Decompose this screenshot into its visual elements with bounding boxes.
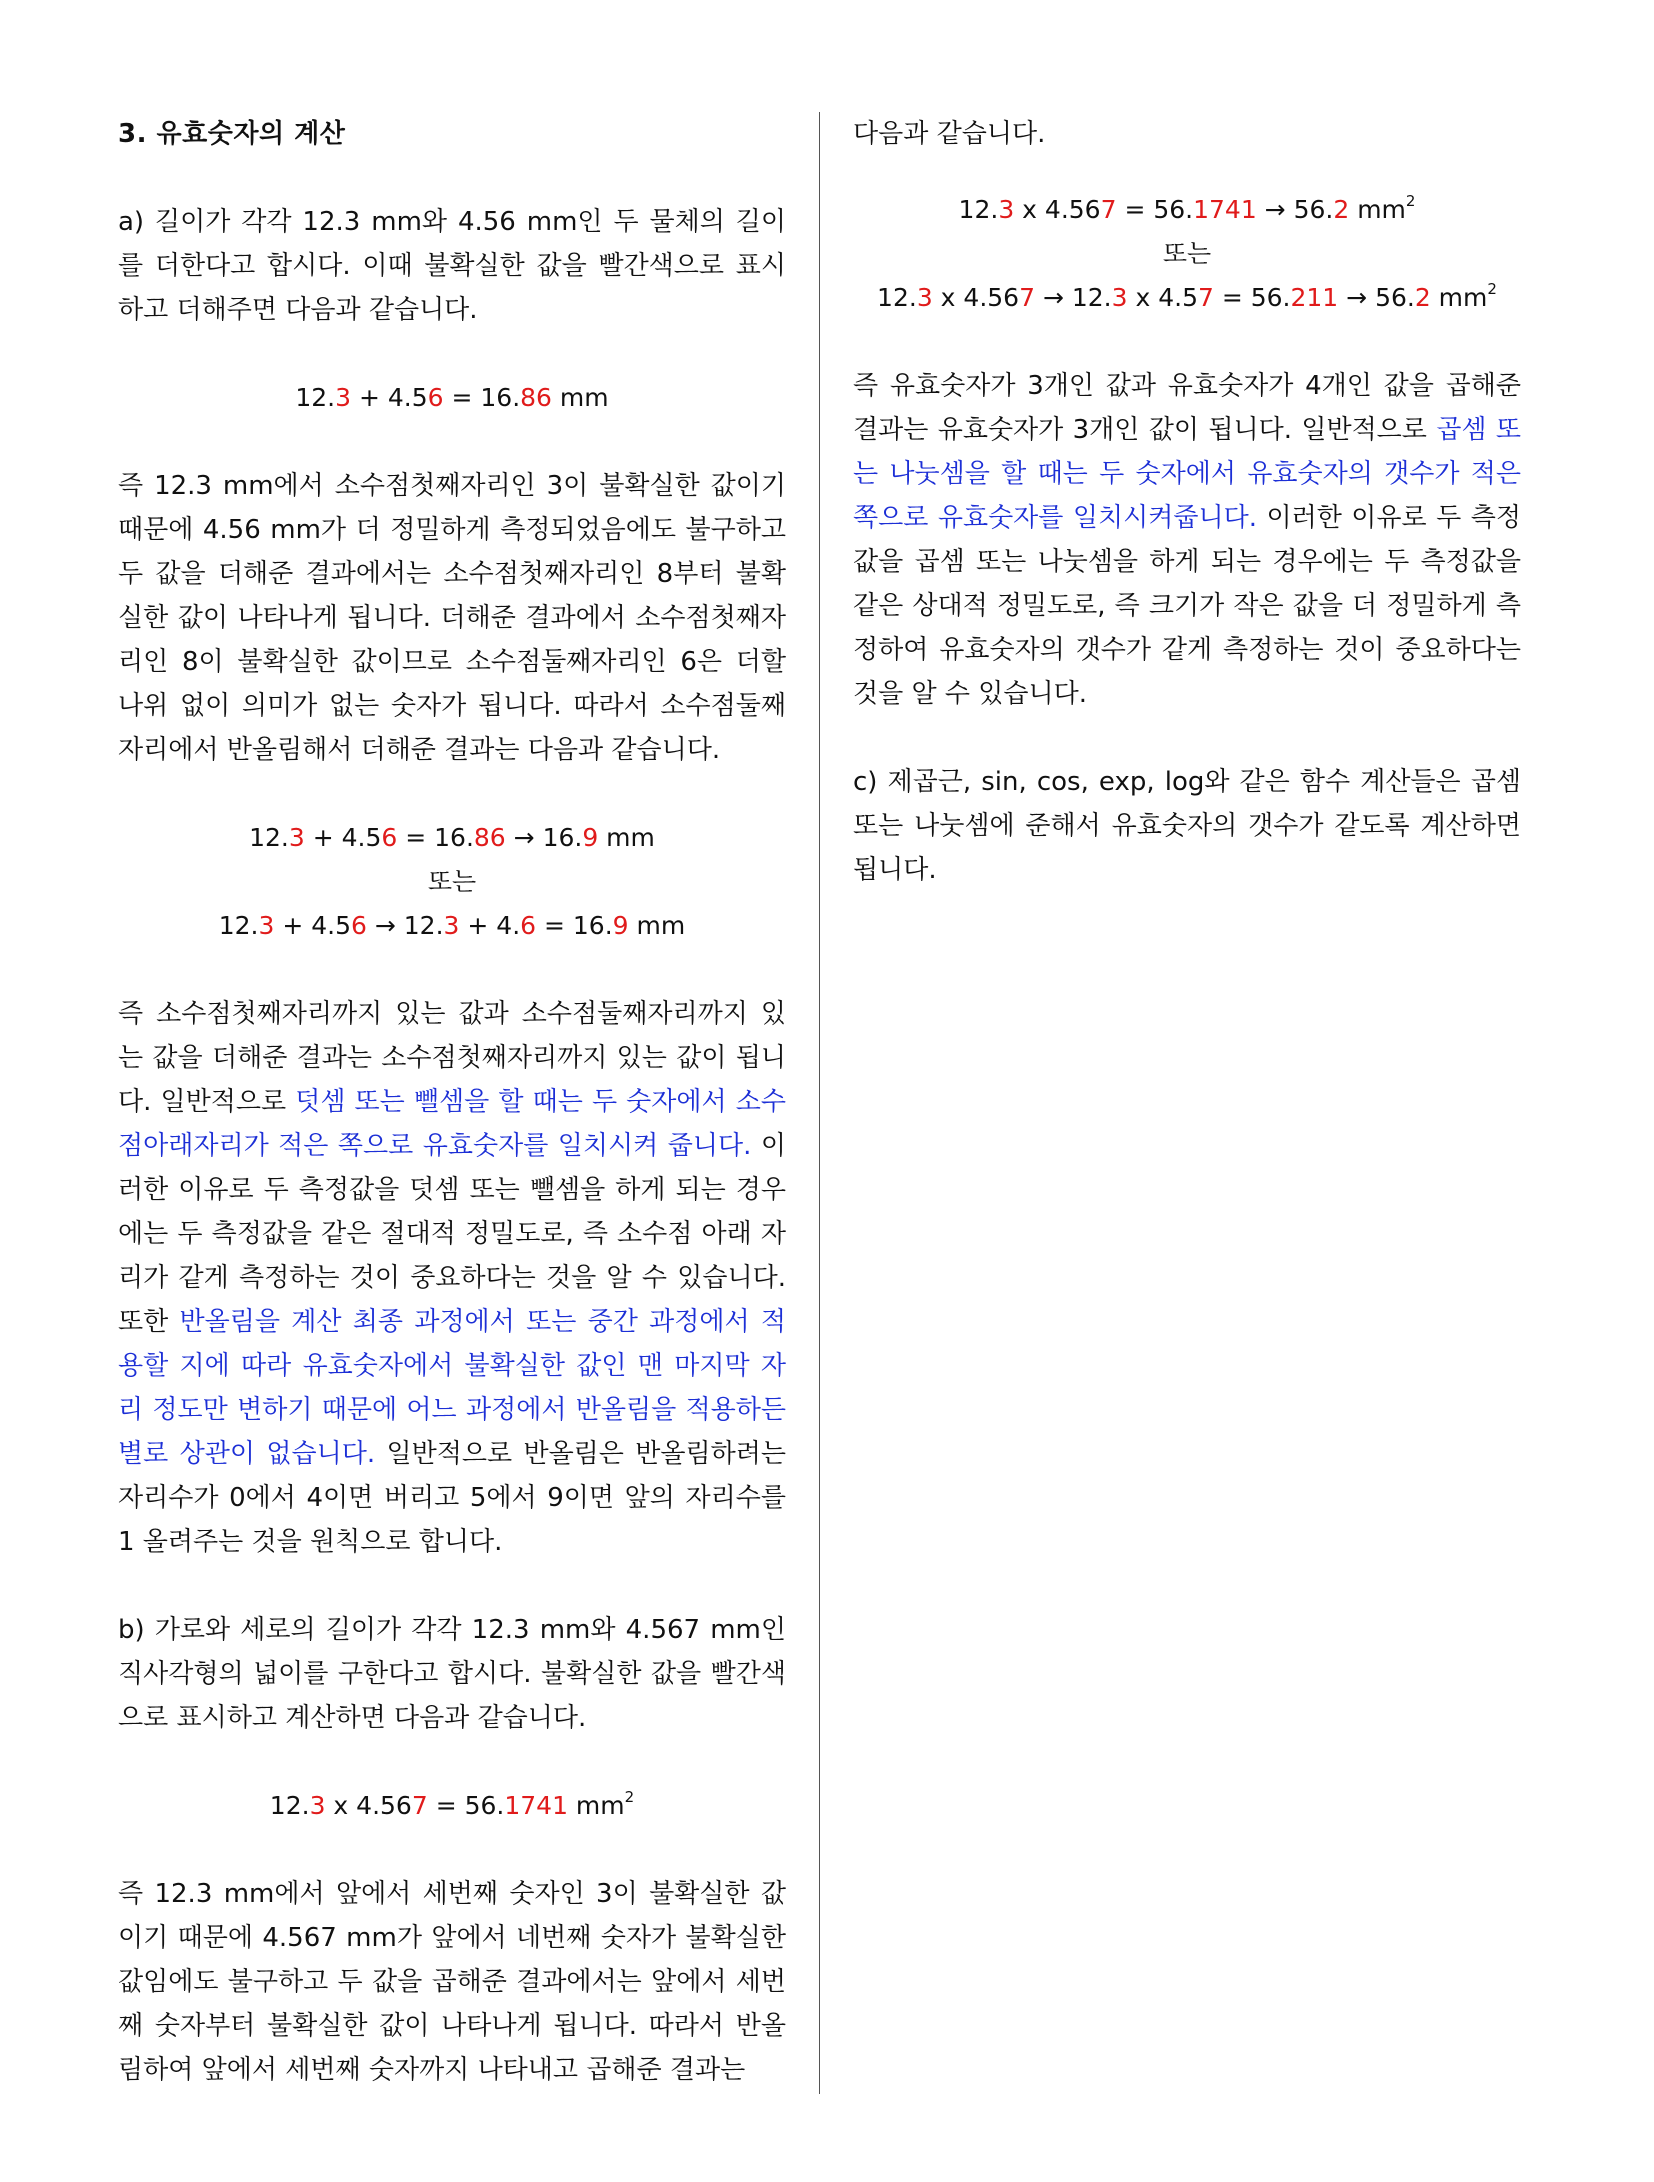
equation-multiplication: 12.3 x 4.567 = 56.1741 $mm^2$: [269, 1788, 635, 1820]
equation-addition-prerounded: 12.3 + 4.56 → 12.3 + 4.6 = 16.9 mm: [218, 911, 686, 940]
equation-block-4: [853, 188, 1521, 320]
paragraph-b-rule: 즉 유효숫자가 3개인 값과 유효숫자가 4개인 값을 곱해준 결과는 유효숫자가 3개인 값이 됩니다. 일반적으로 곱셈 또는 나눗셈을 할 때는 두 숫자에서 유효숫자의 갯수가 적은 쪽으로 유효숫자를 일치시켜줍니다. 이러한 이유로 두 측정값을 곱셈 또는 나눗셈을 하게 되는 경우에는 두 측정값을 같은 상대적 정밀도로, 즉 크기가 작은 값을 더 정밀하게 측정하여 유효숫자의 갯수가 같게 측정하는 것이 중요하다는 것을 알 수 있습니다.: [853, 371, 1521, 709]
left-column: [118, 112, 786, 2136]
equation-block-2: [118, 816, 786, 948]
or-label: 또는: [427, 867, 477, 896]
rule-highlight-multiplication: 곱셈 또는 나눗셈을 할 때는 두 숫자에서 유효숫자의 갯수가 적은 쪽으로 유효숫자를 일치시켜줍니다.: [853, 415, 1521, 533]
paragraph-b-intro: b) 가로와 세로의 길이가 각각 12.3 mm와 4.567 mm인 직사각형의 넓이를 구한다고 합시다. 불확실한 값을 빨간색으로 표시하고 계산하면 다음과 같습니다.: [118, 1615, 786, 1733]
paragraph-b-explanation: 즉 12.3 mm에서 앞에서 세번째 숫자인 3이 불확실한 값이기 때문에 4.567 mm가 앞에서 네번째 숫자가 불확실한 값임에도 불구하고 두 값을 곱해준 결과에서는 앞에서 세번째 숫자부터 불확실한 값이 나타나게 됩니다. 따라서 반올림하여 앞에서 세번째 숫자까지 나타내고 곱해준 결과는: [118, 1879, 786, 2085]
paragraph-a-explanation: 즉 12.3 mm에서 소수점첫째자리인 3이 불확실한 값이기 때문에 4.56 mm가 더 정밀하게 측정되었음에도 불구하고 두 값을 더해준 결과에서는 소수점첫째자리인 8부터 불확실한 값이 나타나게 됩니다. 더해준 결과에서 소수점첫째자리인 8이 불확실한 값이므로 소수점둘째자리인 6은 더할 나위 없이 의미가 없는 숫자가 됩니다. 따라서 소수점둘째자리에서 반올림해서 더해준 결과는 다음과 같습니다.: [118, 471, 786, 765]
rule-highlight-addition: 덧셈 또는 뺄셈을 할 때는 두 숫자에서 소수점아래자리가 적은 쪽으로 유효숫자를 일치시켜 줍니다.: [118, 1087, 786, 1161]
rule-highlight-rounding: 반올림을 계산 최종 과정에서 또는 중간 과정에서 적용할 지에 따라 유효숫자에서 불확실한 값인 맨 마지막 자리 정도만 변하기 때문에 어느 과정에서 반올림을 적용하든 별로 상관이 없습니다.: [118, 1307, 786, 1469]
equation-multiplication-rounded: 12.3 x 4.567 = 56.1741 → 56.2 $mm^2$: [958, 192, 1416, 224]
right-column: [853, 112, 1521, 936]
section-heading: 3. 유효숫자의 계산: [118, 119, 346, 149]
paragraph-c-functions: c) 제곱근, sin, cos, exp, log와 같은 함수 계산들은 곱셈 또는 나눗셈에 준해서 유효숫자의 갯수가 같도록 계산하면 됩니다.: [853, 767, 1521, 885]
paragraph-b-continuation: 다음과 같습니다.: [853, 119, 1046, 149]
equation-block-1: [118, 376, 786, 420]
equation-addition-rounded: 12.3 + 4.56 = 16.86 → 16.9 mm: [249, 823, 655, 852]
column-divider: [819, 112, 820, 2094]
equation-multiplication-prerounded: 12.3 x 4.567 → 12.3 x 4.57 = 56.211 → 56.2 $mm^2$: [877, 280, 1497, 312]
or-label: 또는: [1162, 239, 1212, 268]
paragraph-a-intro: a) 길이가 각각 12.3 mm와 4.56 mm인 두 물체의 길이를 더한다고 합시다. 이때 불확실한 값을 빨간색으로 표시하고 더해주면 다음과 같습니다.: [118, 207, 786, 325]
paragraph-a-rule: 즉 소수점첫째자리까지 있는 값과 소수점둘째자리까지 있는 값을 더해준 결과는 소수점첫째자리까지 있는 값이 됩니다. 일반적으로 덧셈 또는 뺄셈을 할 때는 두 숫자에서 소수점아래자리가 적은 쪽으로 유효숫자를 일치시켜 줍니다. 이러한 이유로 두 측정값을 덧셈 또는 뺄셈을 하게 되는 경우에는 두 측정값을 같은 절대적 정밀도로, 즉 소수점 아래 자리가 같게 측정하는 것이 중요하다는 것을 알 수 있습니다. 또한 반올림을 계산 최종 과정에서 또는 중간 과정에서 적용할 지에 따라 유효숫자에서 불확실한 값인 맨 마지막 자리 정도만 변하기 때문에 어느 과정에서 반올림을 적용하든 별로 상관이 없습니다. 일반적으로 반올림은 반올림하려는 자리수가 0에서 4이면 버리고 5에서 9이면 앞의 자리수를 1 올려주는 것을 원칙으로 합니다.: [118, 999, 786, 1557]
equation-block-3: [118, 1784, 786, 1828]
equation-addition: 12.3 + 4.56 = 16.86 mm: [295, 383, 609, 412]
